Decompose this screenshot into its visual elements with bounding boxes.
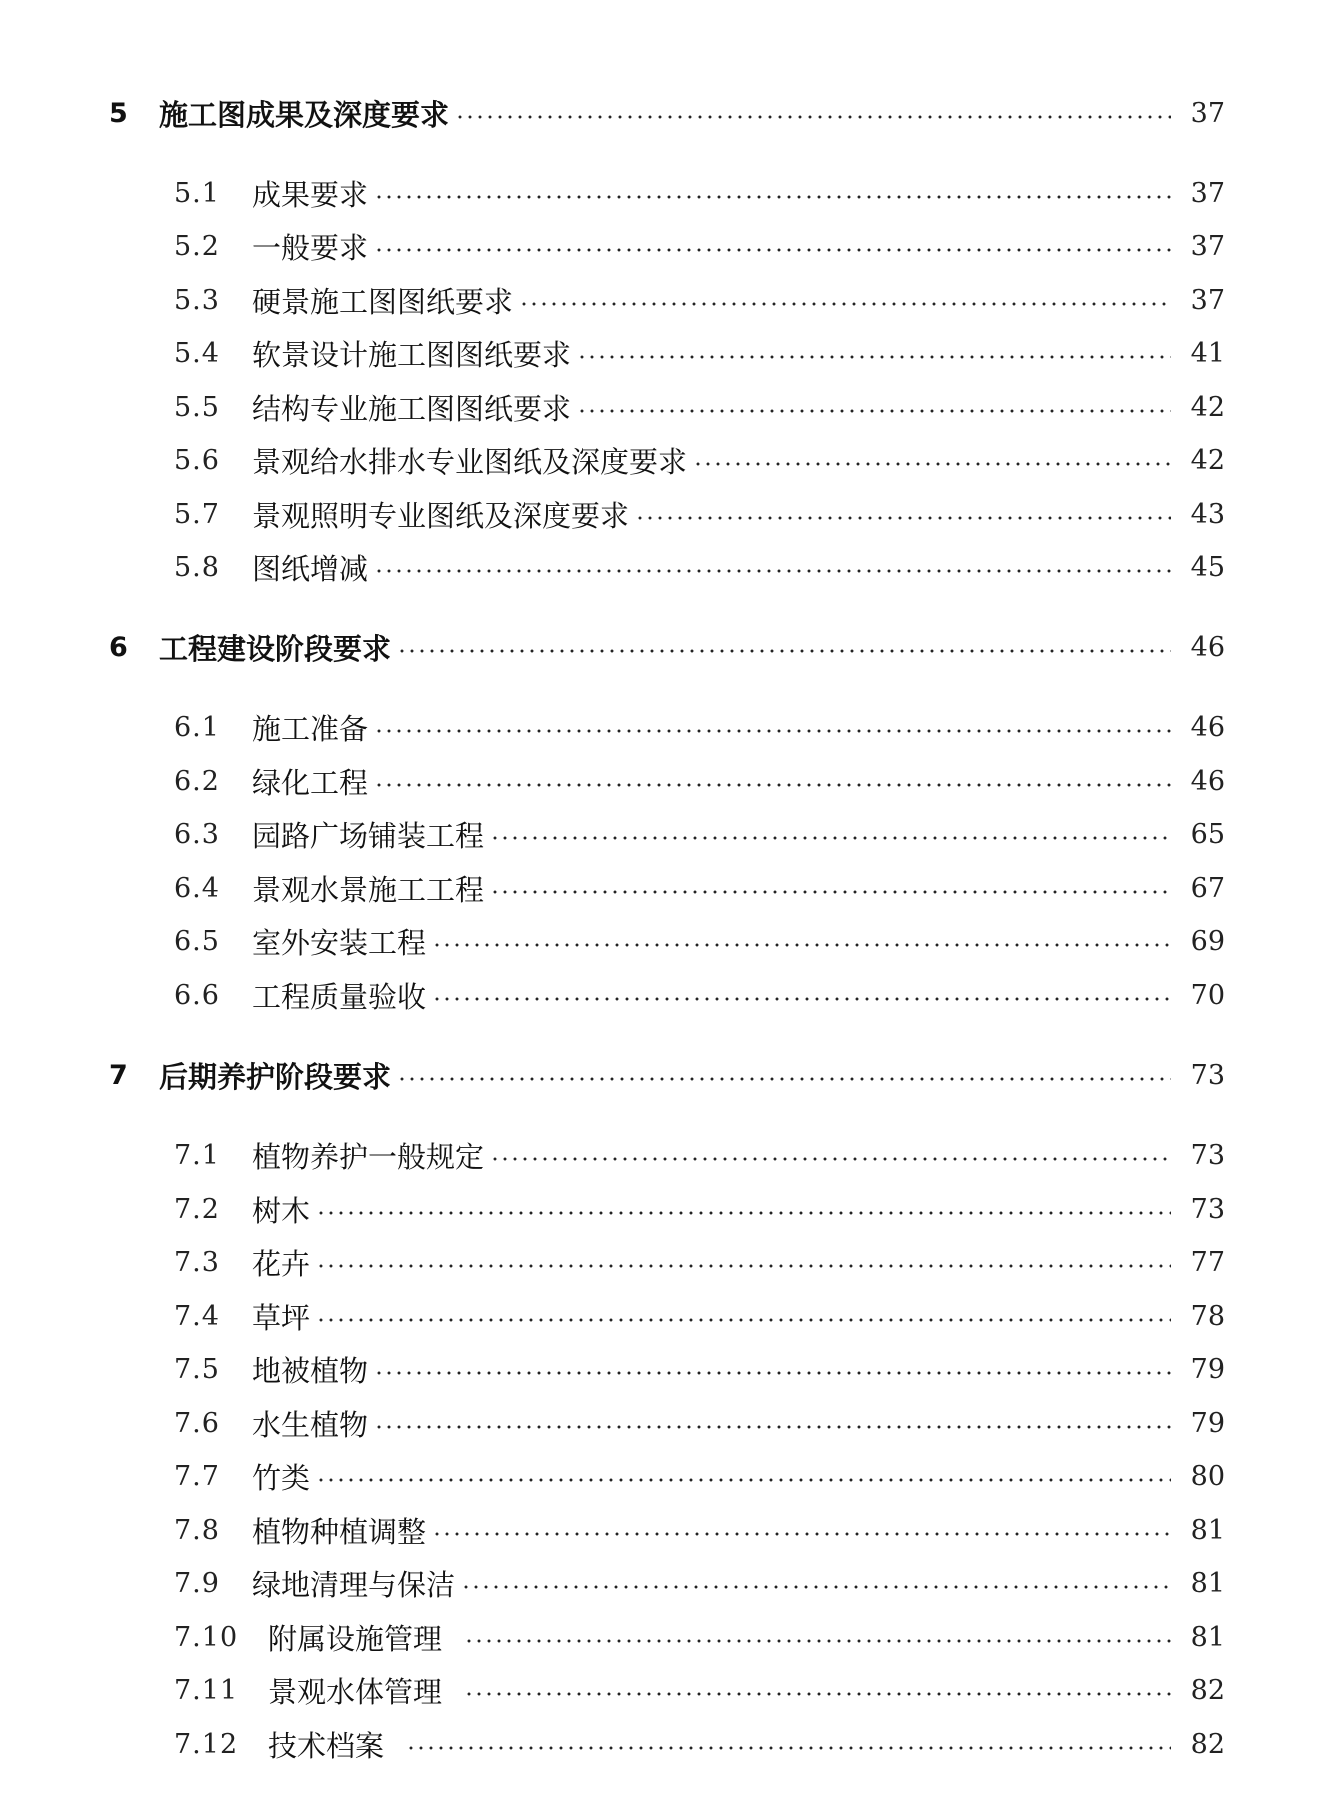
page-number: 77 <box>1190 1246 1225 1278</box>
section-title: 软景设计施工图图纸要求 <box>252 337 572 372</box>
toc-section-6-3 <box>0 814 1322 854</box>
page-number: 46 <box>1190 765 1225 797</box>
toc-section-7-1 <box>0 1135 1322 1175</box>
section-number: 5.5 <box>174 391 220 423</box>
section-title: 景观照明专业图纸及深度要求 <box>252 498 630 533</box>
toc-section-7-11 <box>0 1670 1322 1710</box>
toc-chapter-6 <box>0 627 1322 667</box>
section-number: 7.11 <box>174 1674 239 1706</box>
page-number: 37 <box>1190 284 1225 316</box>
page-number: 65 <box>1190 818 1225 850</box>
page-number: 42 <box>1190 391 1225 423</box>
section-title: 结构专业施工图图纸要求 <box>252 391 572 426</box>
toc-section-7-8 <box>0 1510 1322 1550</box>
section-number: 5.1 <box>174 177 220 209</box>
page-number: 43 <box>1190 498 1225 530</box>
page-number: 46 <box>1190 631 1225 663</box>
section-number: 7.3 <box>174 1246 220 1278</box>
dot-leader <box>490 836 1171 840</box>
dot-leader <box>490 1157 1171 1161</box>
section-number: 7.12 <box>174 1728 239 1760</box>
section-title: 室外安装工程 <box>252 925 427 960</box>
page-number: 80 <box>1190 1460 1225 1492</box>
dot-leader <box>464 1639 1171 1643</box>
dot-leader <box>374 783 1171 787</box>
page-number: 73 <box>1190 1139 1225 1171</box>
section-title: 硬景施工图图纸要求 <box>252 284 514 319</box>
section-number: 5.7 <box>174 498 220 530</box>
chapter-title: 后期养护阶段要求 <box>159 1059 392 1094</box>
page-number: 45 <box>1190 551 1225 583</box>
page-number: 42 <box>1190 444 1225 476</box>
page-number: 81 <box>1190 1567 1225 1599</box>
toc-section-5-3 <box>0 280 1322 320</box>
dot-leader <box>461 1585 1171 1589</box>
page-number: 67 <box>1190 872 1225 904</box>
toc-section-7-12 <box>0 1724 1322 1764</box>
section-number: 5.6 <box>174 444 220 476</box>
page-number: 78 <box>1190 1300 1225 1332</box>
section-number: 7.7 <box>174 1460 220 1492</box>
toc-section-5-8 <box>0 547 1322 587</box>
section-title: 景观给水排水专业图纸及深度要求 <box>252 444 688 479</box>
section-number: 7.9 <box>174 1567 220 1599</box>
section-title: 绿化工程 <box>252 765 369 800</box>
section-title: 附属设施管理 <box>268 1621 443 1656</box>
section-number: 6.1 <box>174 711 220 743</box>
toc-chapter-5 <box>0 93 1322 133</box>
toc-section-6-1 <box>0 707 1322 747</box>
dot-leader <box>577 409 1171 413</box>
section-number: 7.6 <box>174 1407 220 1439</box>
dot-leader <box>316 1211 1171 1215</box>
section-title: 园路广场铺装工程 <box>252 818 485 853</box>
toc-section-6-2 <box>0 761 1322 801</box>
section-title: 成果要求 <box>252 177 369 212</box>
toc-section-5-2 <box>0 226 1322 266</box>
section-title: 技术档案 <box>268 1728 385 1763</box>
toc-section-7-9 <box>0 1563 1322 1603</box>
toc-section-5-4 <box>0 333 1322 373</box>
page-number: 82 <box>1190 1728 1225 1760</box>
section-number: 6.6 <box>174 979 220 1011</box>
page-number: 46 <box>1190 711 1225 743</box>
dot-leader <box>374 248 1171 252</box>
section-title: 竹类 <box>252 1460 311 1495</box>
section-title: 草坪 <box>252 1300 311 1335</box>
section-number: 7.10 <box>174 1621 239 1653</box>
section-title: 植物养护一般规定 <box>252 1139 485 1174</box>
section-number: 7.8 <box>174 1514 220 1546</box>
chapter-title: 施工图成果及深度要求 <box>159 97 450 132</box>
section-number: 6.2 <box>174 765 220 797</box>
dot-leader <box>374 195 1171 199</box>
section-title: 景观水景施工工程 <box>252 872 485 907</box>
dot-leader <box>635 516 1171 520</box>
dot-leader <box>397 649 1171 653</box>
page-number: 82 <box>1190 1674 1225 1706</box>
dot-leader <box>577 355 1171 359</box>
section-number: 7.5 <box>174 1353 220 1385</box>
section-number: 7.4 <box>174 1300 220 1332</box>
page-number: 37 <box>1190 230 1225 262</box>
page-number: 37 <box>1190 177 1225 209</box>
toc-section-7-5 <box>0 1349 1322 1389</box>
section-number: 5.2 <box>174 230 220 262</box>
section-title: 水生植物 <box>252 1407 369 1442</box>
toc-section-5-7 <box>0 494 1322 534</box>
section-title: 地被植物 <box>252 1353 369 1388</box>
page-number: 81 <box>1190 1621 1225 1653</box>
page-number: 81 <box>1190 1514 1225 1546</box>
section-number: 6.4 <box>174 872 220 904</box>
toc-section-7-6 <box>0 1403 1322 1443</box>
section-title: 景观水体管理 <box>268 1674 443 1709</box>
toc-section-5-1 <box>0 173 1322 213</box>
chapter-number: 6 <box>109 631 128 663</box>
dot-leader <box>316 1478 1171 1482</box>
dot-leader <box>464 1692 1171 1696</box>
dot-leader <box>432 997 1171 1001</box>
toc-section-6-6 <box>0 975 1322 1015</box>
section-number: 5.4 <box>174 337 220 369</box>
page-number: 79 <box>1190 1353 1225 1385</box>
section-title: 一般要求 <box>252 230 369 265</box>
toc-section-7-10 <box>0 1617 1322 1657</box>
toc-section-7-3 <box>0 1242 1322 1282</box>
section-title: 工程质量验收 <box>252 979 427 1014</box>
toc-section-5-6 <box>0 440 1322 480</box>
section-number: 7.1 <box>174 1139 220 1171</box>
section-number: 5.3 <box>174 284 220 316</box>
page-number: 69 <box>1190 925 1225 957</box>
dot-leader <box>432 943 1171 947</box>
page-number: 70 <box>1190 979 1225 1011</box>
chapter-title: 工程建设阶段要求 <box>159 631 392 666</box>
dot-leader <box>374 1425 1171 1429</box>
section-title: 树木 <box>252 1193 311 1228</box>
toc-chapter-7 <box>0 1055 1322 1095</box>
dot-leader <box>374 729 1171 733</box>
chapter-number: 7 <box>109 1059 128 1091</box>
page-number: 73 <box>1190 1059 1225 1091</box>
dot-leader <box>455 115 1171 119</box>
dot-leader <box>397 1077 1171 1081</box>
dot-leader <box>519 302 1171 306</box>
section-number: 5.8 <box>174 551 220 583</box>
dot-leader <box>432 1532 1171 1536</box>
page-number: 79 <box>1190 1407 1225 1439</box>
page-number: 41 <box>1190 337 1225 369</box>
page-number: 73 <box>1190 1193 1225 1225</box>
section-title: 图纸增减 <box>252 551 369 586</box>
dot-leader <box>316 1264 1171 1268</box>
toc-section-5-5 <box>0 387 1322 427</box>
dot-leader <box>374 1371 1171 1375</box>
section-title: 施工准备 <box>252 711 369 746</box>
toc-section-6-4 <box>0 868 1322 908</box>
section-number: 7.2 <box>174 1193 220 1225</box>
page-number: 37 <box>1190 97 1225 129</box>
dot-leader <box>316 1318 1171 1322</box>
section-title: 绿地清理与保洁 <box>252 1567 456 1602</box>
toc-section-7-2 <box>0 1189 1322 1229</box>
section-title: 花卉 <box>252 1246 311 1281</box>
toc-section-7-7 <box>0 1456 1322 1496</box>
section-number: 6.3 <box>174 818 220 850</box>
section-title: 植物种植调整 <box>252 1514 427 1549</box>
dot-leader <box>693 462 1171 466</box>
toc-section-7-4 <box>0 1296 1322 1336</box>
toc-section-6-5 <box>0 921 1322 961</box>
dot-leader <box>374 569 1171 573</box>
dot-leader <box>406 1746 1171 1750</box>
dot-leader <box>490 890 1171 894</box>
chapter-number: 5 <box>109 97 128 129</box>
section-number: 6.5 <box>174 925 220 957</box>
